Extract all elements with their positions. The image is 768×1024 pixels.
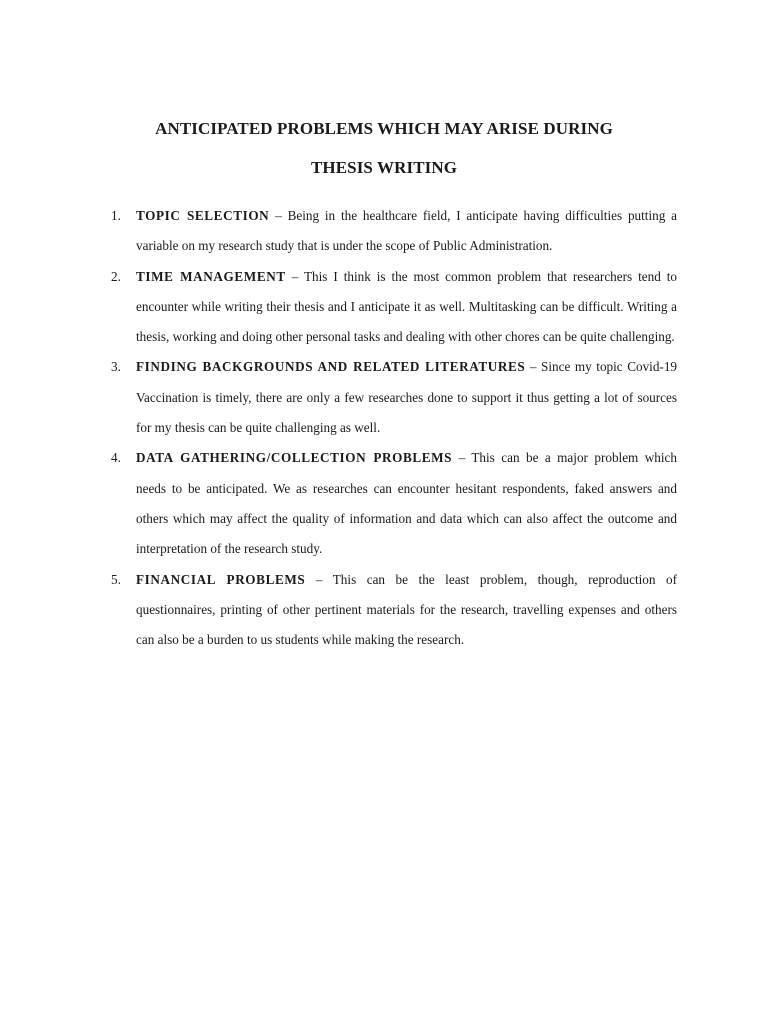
list-item-time-management (111, 262, 677, 353)
item-text: – This I think is the most common problem that researchers tend to encounter while writing their thesis and I anticipate it as well. Multitasking can be difficult. Writing a thesis, working and doing other personal tasks and dealing with other chores can be quite challenging. (136, 268, 677, 345)
item-heading: TIME MANAGEMENT (136, 268, 286, 284)
item-number: 2. (111, 268, 121, 284)
item-text: – This can be the least problem, though, reproduction of questionnaires, printing of other pertinent materials for the research, travelling expenses and others can also be a burden to us students while making the research. (136, 571, 677, 648)
problem-list (111, 201, 677, 655)
item-heading: TOPIC SELECTION (136, 208, 270, 223)
item-number: 1. (111, 208, 121, 223)
list-item-finding-backgrounds (111, 352, 677, 443)
item-heading: DATA GATHERING/COLLECTION PROBLEMS (136, 450, 453, 466)
item-number: 3. (111, 359, 121, 375)
list-item-financial-problems (111, 565, 677, 656)
item-heading: FINANCIAL PROBLEMS (136, 571, 306, 587)
list-item-topic-selection (111, 201, 677, 262)
item-number: 5. (111, 571, 121, 587)
item-text: – Since my topic Covid-19 Vaccination is timely, there are only a few researches done to support it thus getting a lot of sources for my thesis can be quite challenging as well. (136, 359, 678, 436)
item-heading: FINDING BACKGROUNDS AND RELATED LITERATURES (136, 359, 526, 375)
list-item-data-gathering (111, 443, 677, 564)
title-line-2: THESIS WRITING (310, 158, 458, 177)
item-text: – This can be a major problem which needs to be anticipated. We as researches can encounter hesitant respondents, faked answers and others which may affect the quality of information and data which can also affect the outcome and interpretation of the research study. (136, 450, 677, 557)
item-text: – Being in the healthcare field, I anticipate having difficulties putting a variable on my research study that is under the scope of Public Administration. (136, 208, 677, 254)
item-number: 4. (111, 450, 121, 466)
title-line-1: ANTICIPATED PROBLEMS WHICH MAY ARISE DURING (155, 119, 613, 138)
